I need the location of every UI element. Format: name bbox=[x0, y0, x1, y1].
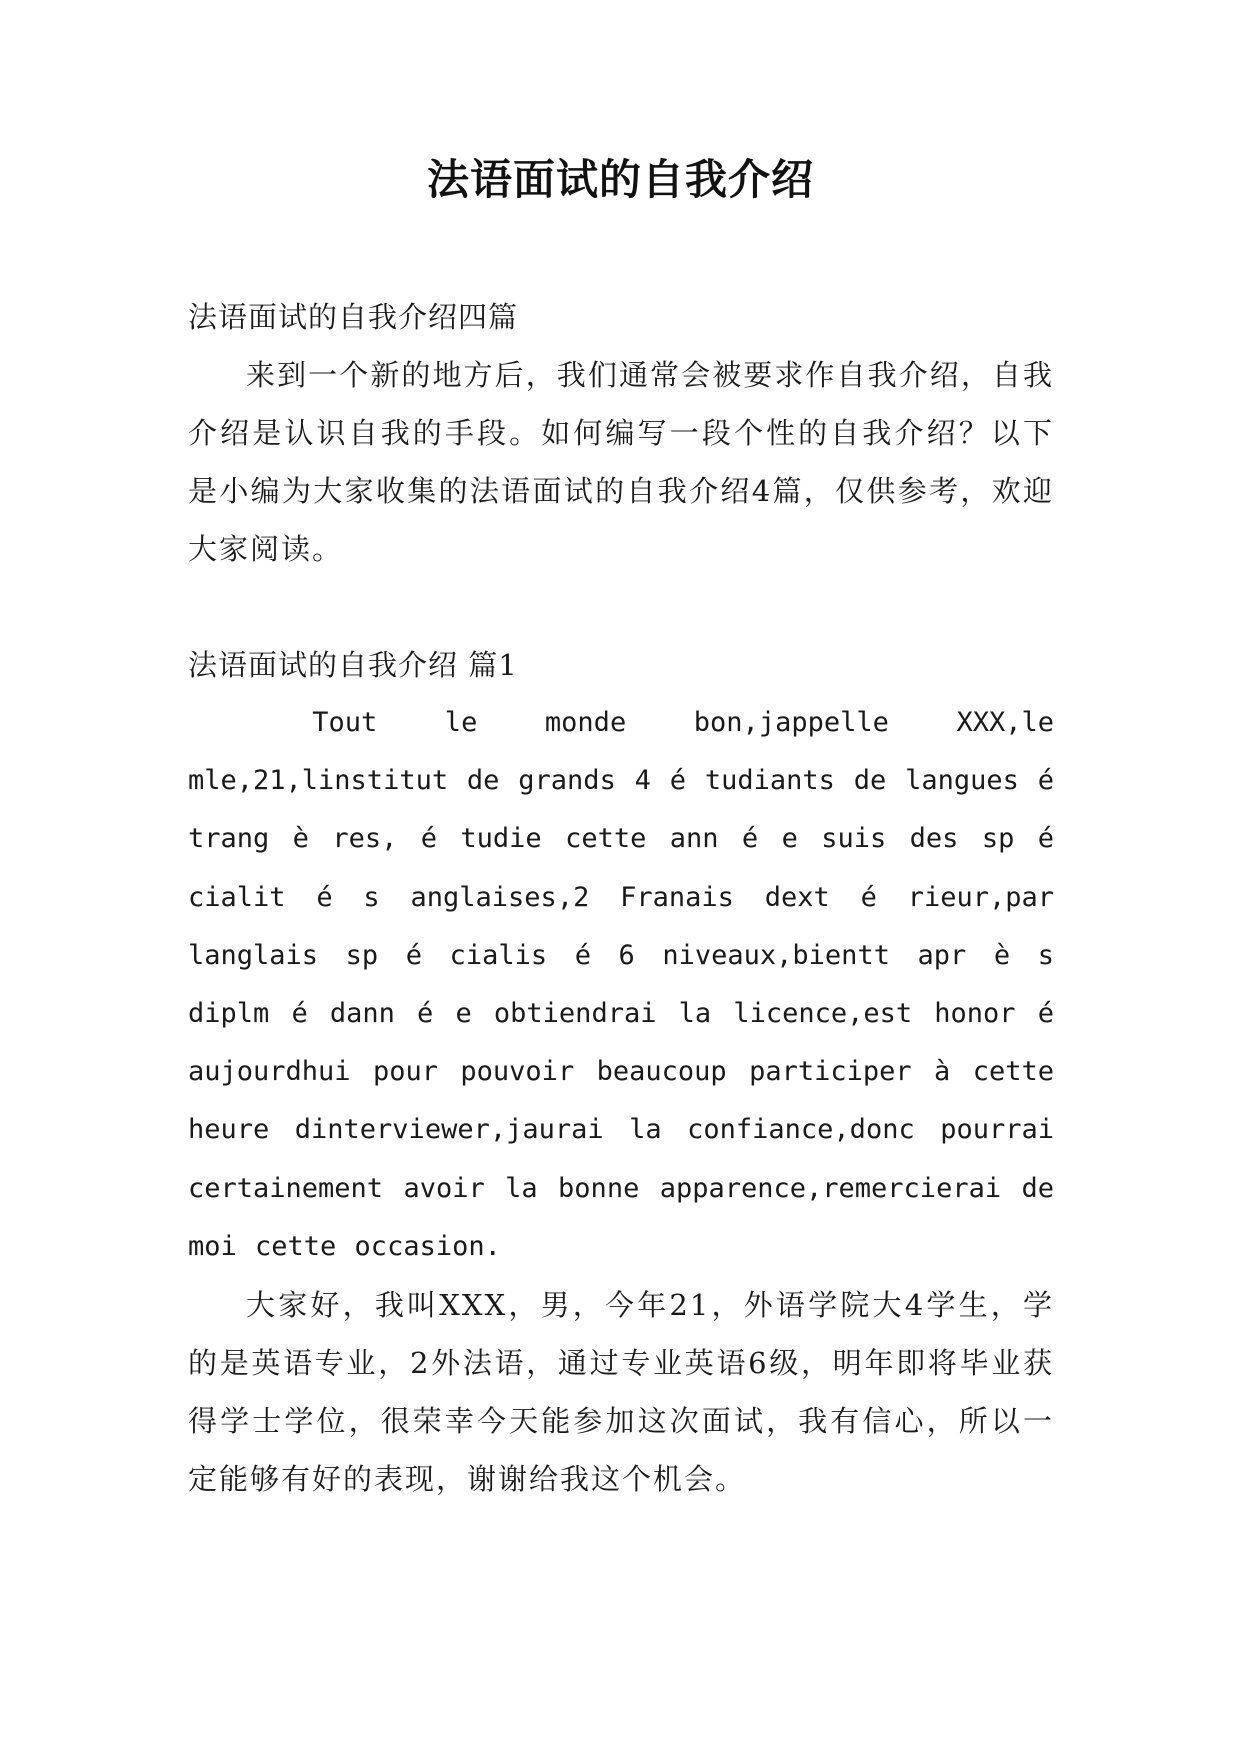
document-subtitle: 法语面试的自我介绍四篇 bbox=[188, 300, 519, 334]
document-body bbox=[188, 288, 1054, 1508]
intro-paragraph: 来到一个新的地方后，我们通常会被要求作自我介绍，自我介绍是认识自我的手段。如何编写一段个性的自我介绍？以下是小编为大家收集的法语面试的自我介绍4篇，仅供参考，欢迎大家阅读。 bbox=[188, 358, 1054, 566]
paragraph-spacer bbox=[188, 578, 1054, 636]
section-heading: 法语面试的自我介绍 篇1 bbox=[188, 648, 518, 682]
chinese-paragraph: 大家好，我叫XXX，男，今年21，外语学院大4学生，学的是英语专业，2外法语，通过专业英语6级，明年即将毕业获得学士学位，很荣幸今天能参加这次面试，我有信心，所以一定能够有好的表现，谢谢给我这个机会。 bbox=[188, 1288, 1054, 1497]
page-title: 法语面试的自我介绍 bbox=[426, 155, 814, 204]
french-paragraph: Tout le monde bon,jappelle XXX,le mle,21,linstitut de grands 4 é tudiants de langues é trang è res, é tudie cette ann é e suis des sp é cialit é s anglaises,2 Franais dext é rieur,par langlais sp é cialis é 6 niveaux,bientt apr è s diplm é dann é e obtiendrai la licence,est honor é aujourdhui pour pouvoir beaucoup participer à cette heure dinterviewer,jaurai la confiance,donc pourrai certainement avoir la bonne apparence,remercierai de moi cette occasion. bbox=[188, 707, 1054, 1262]
